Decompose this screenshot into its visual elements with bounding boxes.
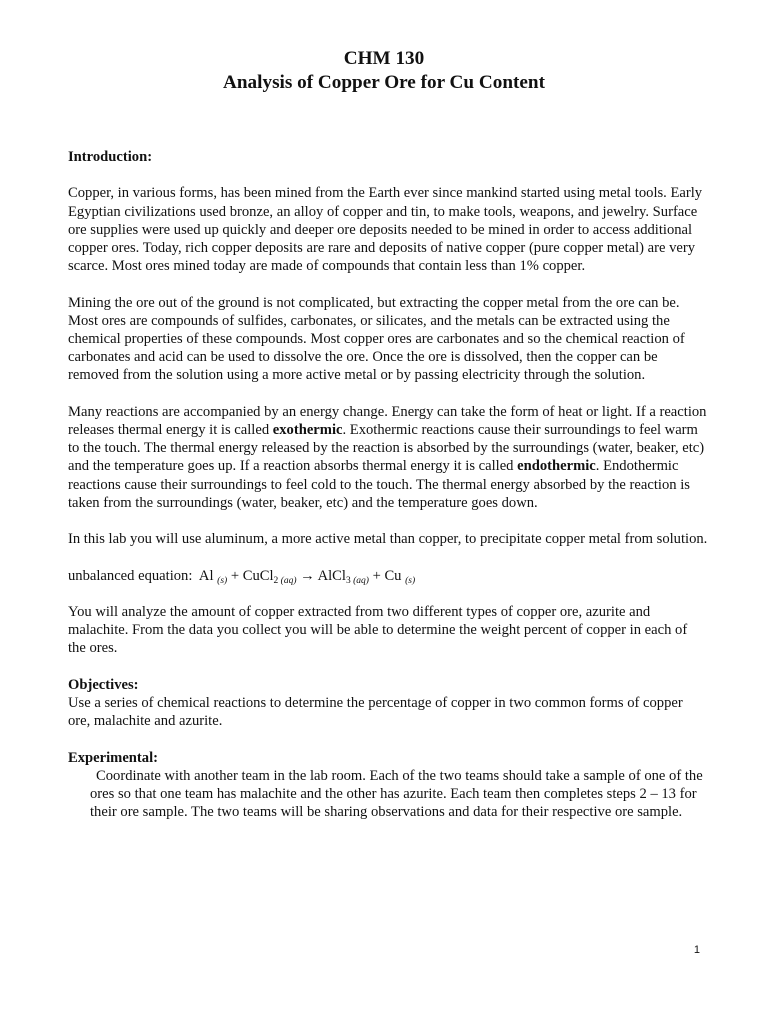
term-exothermic: exothermic [272,422,343,438]
paragraph-3-text-b: . Exothermic reactions cause their surroundings to feel warm to the touch. The thermal energy released by the reaction is absorbed by the surroundings (water, beaker, etc) and the temperature goes up. If a reaction absorbs thermal energy it is called [68,422,705,475]
equation-arrow-alcl: → AlCl [296,567,346,584]
introduction-paragraph-4: In this lab you will use aluminum, a more active metal than copper, to precipitate copper metal from solution. [68,531,708,548]
alcl-subscript: 3 [345,575,351,586]
introduction-paragraph-1: Copper, in various forms, has been mined from the Earth ever since mankind started using metal tools. Early Egyptian civilizations used bronze, an alloy of copper and tin, to make tools, weapons, and jewelry. Surface ore supplies were used up quickly and deeper ore deposits needed to be mined in order to access additional copper ores. Today, rich copper deposits are rare and deposits of native copper (pure copper metal) are very scarce. Most ores mined today are made of compounds that contain less than 1% copper. [68,185,703,275]
document-title: Analysis of Copper Ore for Cu Content [223,72,545,93]
introduction-paragraph-3 [68,403,708,512]
experimental-text: Coordinate with another team in the lab room. Each of the two teams should take a sample of one of the ores so that one team has malachite and the other has azurite. Each team then completes steps 2 – 13 for their ore sample. The two teams will be sharing observations and data for their respective ore sample. [90,767,703,821]
cucl-subscript: 2 [273,575,279,586]
experimental-step-block [68,767,708,822]
introduction-heading: Introduction: [68,149,153,165]
cucl-state: (aq) [278,575,297,586]
page-number: 1 [693,944,700,956]
unbalanced-equation [68,567,708,585]
document-body [68,148,708,821]
al-state: (s) [217,575,228,586]
equation-plus-cu: + Cu [368,567,406,584]
term-endothermic: endothermic [517,458,596,475]
alcl-state: (aq) [350,575,369,586]
objectives-heading: Objectives: [68,676,139,693]
equation-label: unbalanced equation: [68,567,199,584]
introduction-paragraph-2: Mining the ore out of the ground is not complicated, but extracting the copper metal from the ore can be. Most ores are compounds of sulfides, carbonates, or silicates, and the metals can be extracted using the chemical properties of these compounds. Most copper ores are carbonates and so the chemical reaction of carbonates and acid can be used to dissolve the ore. Once the ore is dissolved, then the copper can be removed from the solution using a more active metal or by passing electricity through the solution. [68,294,685,384]
introduction-paragraph-5: You will analyze the amount of copper extracted from two different types of copper ore, azurite and malachite. From the data you collect you will be able to determine the weight percent of copper in each of the ores. [68,603,688,657]
experimental-heading: Experimental: [68,749,158,766]
equation-al: Al [198,567,218,584]
objectives-text: Use a series of chemical reactions to determine the percentage of copper in two common forms of copper ore, malachite and azurite. [68,694,683,730]
course-code: CHM 130 [343,48,425,69]
title-block [0,47,768,95]
paragraph-3-text-a: Many reactions are accompanied by an energy change. Energy can take the form of heat or light. If a reaction releases thermal energy it is called [68,403,707,438]
paragraph-3-text-c: . Endothermic reactions cause their surroundings to feel cold to the touch. The thermal energy absorbed by the reaction is taken from the surroundings (water, beaker, etc) and the temperature goes down. [68,458,690,511]
cu-state: (s) [405,575,416,586]
equation-plus-cucl: + CuCl [227,567,274,584]
